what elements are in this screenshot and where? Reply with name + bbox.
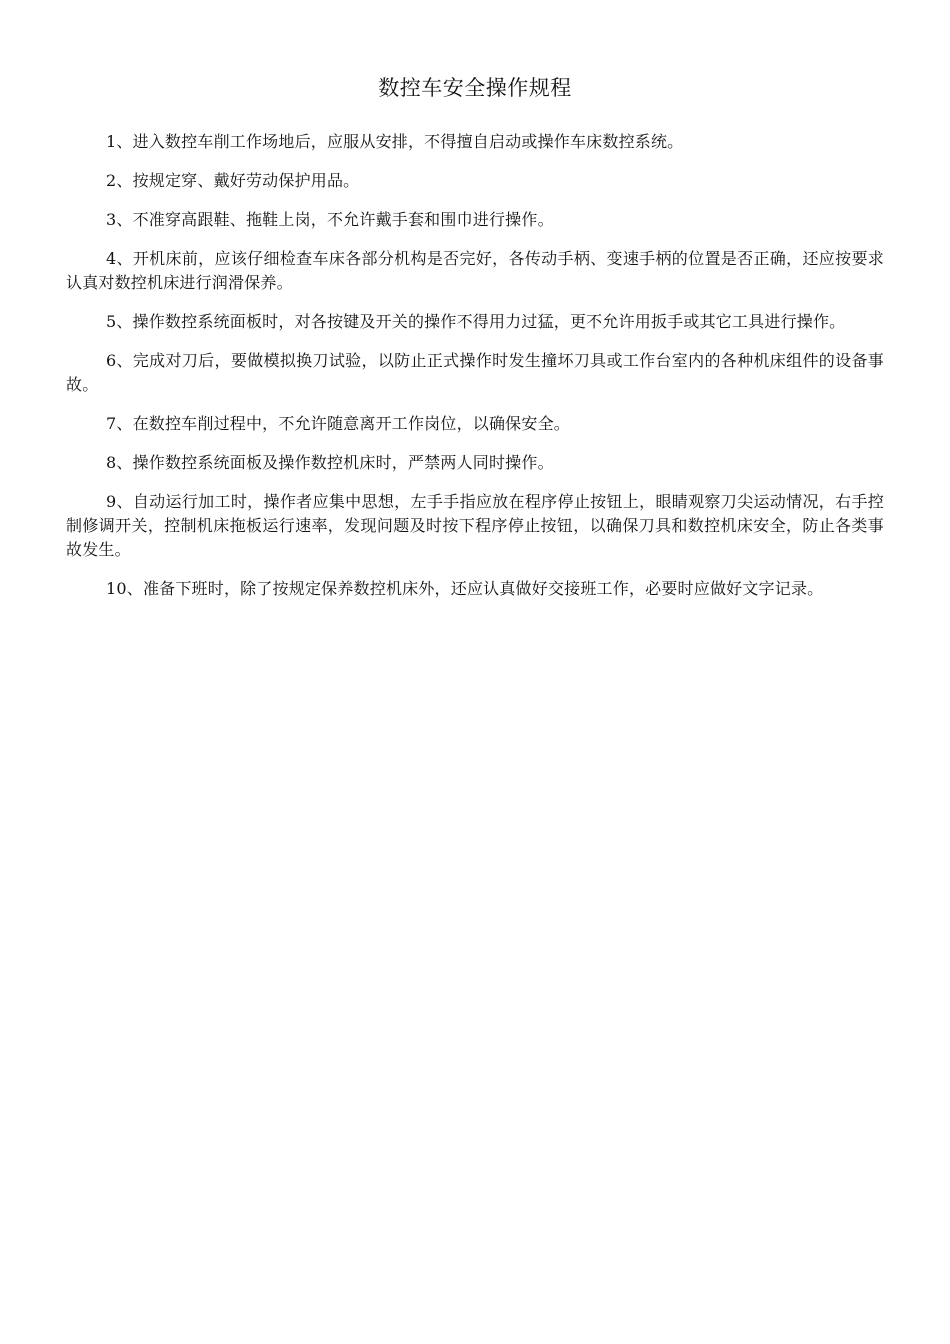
rule-item-8: 8、操作数控系统面板及操作数控机床时，严禁两人同时操作。 [106,453,554,472]
rule-item-9: 9、自动运行加工时，操作者应集中思想，左手手指应放在程序停止按钮上，眼睛观察刀尖运动情况，右手控制修调开关，控制机床拖板运行速率，发现问题及时按下程序停止按钮，以确保刀具和数控机床安全，防止各类事故发生。 [66,492,884,559]
document-title: 数控车安全操作规程 [378,76,572,100]
rule-item-1: 1、进入数控车削工作场地后，应服从安排，不得擅自启动或操作车床数控系统。 [106,132,684,151]
rule-item-6: 6、完成对刀后，要做模拟换刀试验，以防止正式操作时发生撞坏刀具或工作台室内的各种机床组件的设备事故。 [66,351,884,394]
rules-list [66,130,884,601]
rule-item-5: 5、操作数控系统面板时，对各按键及开关的操作不得用力过猛，更不允许用扳手或其它工具进行操作。 [106,312,846,331]
rule-item-3: 3、不准穿高跟鞋、拖鞋上岗，不允许戴手套和围巾进行操作。 [106,210,554,229]
rule-item-4: 4、开机床前，应该仔细检查车床各部分机构是否完好，各传动手柄、变速手柄的位置是否正确，还应按要求认真对数控机床进行润滑保养。 [66,249,884,292]
rule-item-2: 2、按规定穿、戴好劳动保护用品。 [106,171,360,190]
rule-item-7: 7、在数控车削过程中，不允许随意离开工作岗位，以确保安全。 [106,414,570,433]
rule-item-10: 10、准备下班时，除了按规定保养数控机床外，还应认真做好交接班工作，必要时应做好文字记录。 [106,579,824,598]
